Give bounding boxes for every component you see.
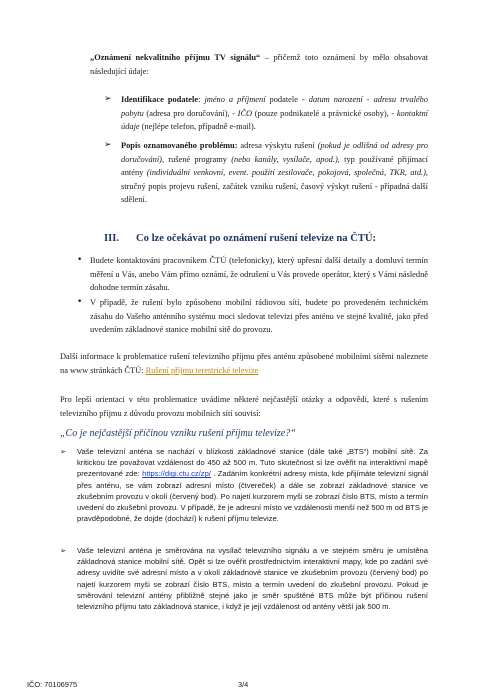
field-label: Identifikace podatele xyxy=(121,95,199,104)
bullet-item: V případě, že rušení bylo způsobeno mobilní rádiovou sítí, budete po provedeném technickém zásahu do Vašeho anténního systému moci sledovat televizi přes anténu ve stejné kvalitě, jako před uvedením základnové stanice mobilní sítě do provozu. xyxy=(90,298,428,335)
arrow-bullet-icon: ➢ xyxy=(60,447,67,456)
bullet-dot-icon: • xyxy=(77,297,83,307)
field-text: (pouze podnikatelé a právnické osoby), - xyxy=(252,108,397,118)
section-title: Co lze očekávat po oznámení rušení televize na ČTÚ: xyxy=(136,233,377,244)
arrow-bullet-icon: ➢ xyxy=(60,546,67,555)
more-info-paragraph xyxy=(60,350,428,377)
section-number: III. xyxy=(104,233,120,244)
ctu-link[interactable]: Rušení příjmu terestrické televize xyxy=(145,365,259,375)
faq-answer xyxy=(77,446,428,524)
arrow-bullet-icon: ➢ xyxy=(104,94,112,104)
field-text: adresa výskytu rušení xyxy=(237,141,318,150)
field-text: , stručný popis projevu rušení, začátek vzniku rušení, časový výskyt rušení - případná další sdělení. xyxy=(121,168,428,205)
field-text: (pokud je odlišná od adresy pro doručování) xyxy=(121,141,428,164)
field-colon: : xyxy=(198,95,205,104)
field-text: podatele - xyxy=(265,95,309,104)
footer-ico: IČO: 70106975 xyxy=(27,680,78,689)
page-number: 3/4 xyxy=(238,680,249,689)
arrow-bullet-icon: ➢ xyxy=(104,140,112,150)
bullet-item: Budete kontaktováni pracovníkem ČTÚ (telefonicky), který upřesní další detaily a domluví termín měření u Vás, anebo Vám přímo oznámí, že odrušení u Vás provede operátor, který s Vámi následně dohodne termín zásahu. xyxy=(90,256,428,293)
field-text: (individuální venkovní, event. použití zesilovače, pokojová, společná, TKR, atd.) xyxy=(146,168,426,178)
faq-answer: Vaše televizní anténa je směrována na vysílač televizního signálu a ve stejném směru je umístěna základnová stanice mobilní sítě. Opět si lze ověřit prostřednictvím interaktivní mapy, kde po zadání své adresy uvidíte své adresní místo a v okolí základnové stanice ve zkušebním provozu (červený bod) po najetí kurzorem myši se zobrazí číslo BTS, místo a termín uvedení do zkušební provozu. Pokud je směrování televizní antény přibližně stejné jako je směr spuštěné BTS může být příčinou rušení televizního příjmu tato základnová stanice, i když je její vzdálenost od antény větší jak 500 m. xyxy=(77,546,428,612)
field-text: , rušené programy xyxy=(161,154,232,164)
bullet-dot-icon: • xyxy=(77,255,83,265)
orientation-paragraph: Pro lepší orientaci v této problematice uvádíme některé nejčastější otázky a odpovědi, které s rušením televizního příjmu z důvodu provozu mobilních sítí souvisí: xyxy=(60,395,428,418)
field-text: kontaktní údaje xyxy=(121,108,429,132)
digi-map-link[interactable]: https://digi.ctu.cz/zp/ xyxy=(142,469,211,479)
intro-title: „Oznámení nekvalitního příjmu TV signálu“ xyxy=(90,53,261,62)
field-text: (nebo kanály, vysílače, apod.) xyxy=(231,154,338,164)
field-colon: : xyxy=(234,141,238,150)
field-identifikace xyxy=(121,93,428,134)
intro-rest: – přičemž toto oznámení by mělo obsahovat následující údaje: xyxy=(90,53,428,76)
answer-text: Vaše televizní anténa se nachází v blízkosti základnové stanice (dále také „BTS“) mobilní sítě. Za kritickou lze považovat vzdálenost do 450 až 500 m. Tuto skutečnost si lze ověřit na interaktivní mapě prezentované zde: xyxy=(77,447,428,479)
field-text: , typ používané přijímací antény xyxy=(121,154,428,178)
field-text: IČO xyxy=(237,108,253,118)
faq-question: „Co je nejčastější příčinou vzniku rušení příjmu televize?“ xyxy=(60,428,296,439)
field-text: (nejlépe telefon, případně e-mail). xyxy=(139,122,256,132)
field-popis xyxy=(121,139,428,207)
section-heading xyxy=(104,232,376,246)
more-info-text: Další informace k problematice rušení televizního příjmu přes anténu způsobené mobilními sítěmi naleznete na www stránkách ČTÚ: xyxy=(60,352,428,375)
answer-text: . Zadáním konkrétní adresy místa, kde přijímáte televizní signál přes anténu, se vám zobrazí adresní místo (čtvereček) a dále se zobrazí základnové stanice ve zkušebním provozu v okolí (červený bod). Po najetí kurzorem myši se zobrazí číslo BTS, místo a termín uvedení do zkušební provozu. V případě, že je adresní místo ve vzdálenosti menší než 500 m od BTS je pravděpodobné, že dojde (dochází) k rušení příjmu televize. xyxy=(77,469,429,524)
field-text: jméno a příjmení xyxy=(204,95,266,104)
field-text: datum narození - adresu trvalého pobytu xyxy=(121,95,428,118)
field-text: (adresa pro doručování), - xyxy=(143,108,238,118)
field-label: Popis oznamovaného problému xyxy=(121,141,235,150)
intro-paragraph xyxy=(90,51,428,78)
